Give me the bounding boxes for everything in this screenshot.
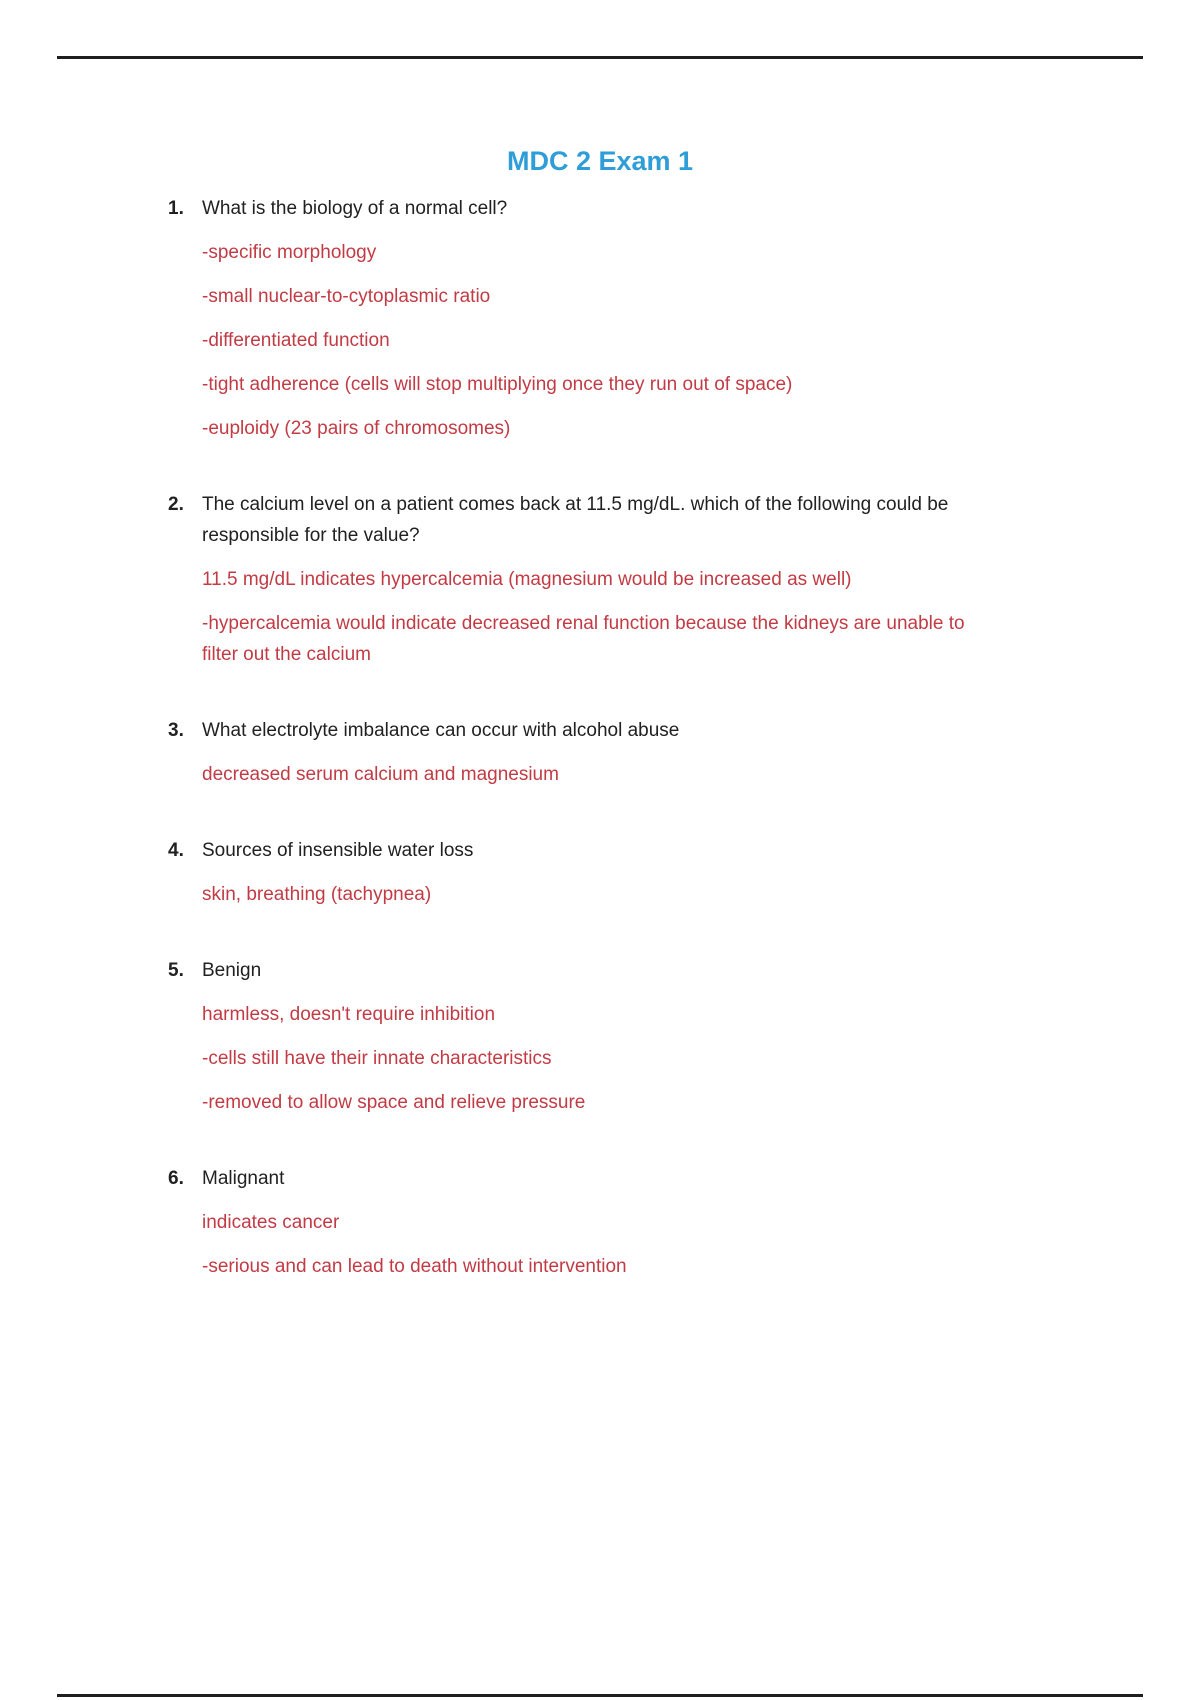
answer-text: -differentiated function bbox=[202, 330, 390, 351]
answer-text: -euploidy (23 pairs of chromosomes) bbox=[202, 418, 511, 439]
question-row bbox=[168, 715, 1143, 746]
question-number: 3. bbox=[168, 720, 184, 741]
answer-text: 11.5 mg/dL indicates hypercalcemia (magnesium would be increased as well) bbox=[202, 569, 852, 590]
question-text: Malignant bbox=[202, 1168, 285, 1189]
answer-text: -hypercalcemia would indicate decreased renal function because the kidneys are unable to filter out the calcium bbox=[202, 613, 965, 665]
answer-text: decreased serum calcium and magnesium bbox=[202, 764, 559, 785]
document-content bbox=[57, 145, 1143, 1327]
page-title: MDC 2 Exam 1 bbox=[506, 146, 694, 176]
question-text: Sources of insensible water loss bbox=[202, 840, 474, 861]
question-text: The calcium level on a patient comes back at 11.5 mg/dL. which of the following could be responsible for the value? bbox=[202, 494, 949, 546]
answer-text: harmless, doesn't require inhibition bbox=[202, 1004, 496, 1025]
question-block bbox=[168, 193, 1143, 444]
question-number: 2. bbox=[168, 494, 184, 515]
question-block bbox=[168, 715, 1143, 790]
question-row bbox=[168, 1163, 1143, 1194]
answer-text: -serious and can lead to death without intervention bbox=[202, 1256, 627, 1277]
question-number: 4. bbox=[168, 840, 184, 861]
question-block bbox=[168, 489, 1143, 670]
question-text: Benign bbox=[202, 960, 262, 981]
bottom-rule bbox=[57, 1694, 1143, 1697]
question-number: 6. bbox=[168, 1168, 184, 1189]
question-block bbox=[168, 955, 1143, 1118]
top-rule bbox=[57, 56, 1143, 59]
question-block bbox=[168, 1163, 1143, 1282]
question-row bbox=[168, 835, 1143, 866]
question-row bbox=[168, 193, 1143, 224]
answer-text: -small nuclear-to-cytoplasmic ratio bbox=[202, 286, 491, 307]
question-number: 5. bbox=[168, 960, 184, 981]
answer-text: skin, breathing (tachypnea) bbox=[202, 884, 432, 905]
question-row bbox=[168, 955, 1143, 986]
question-list bbox=[168, 193, 1143, 1282]
answer-text: -tight adherence (cells will stop multiplying once they run out of space) bbox=[202, 374, 793, 395]
question-number: 1. bbox=[168, 198, 184, 219]
question-row bbox=[168, 489, 1143, 551]
question-block bbox=[168, 835, 1143, 910]
question-text: What is the biology of a normal cell? bbox=[202, 198, 508, 219]
question-text: What electrolyte imbalance can occur with alcohol abuse bbox=[202, 720, 680, 741]
answer-text: indicates cancer bbox=[202, 1212, 340, 1233]
answer-text: -removed to allow space and relieve pressure bbox=[202, 1092, 586, 1113]
answer-text: -specific morphology bbox=[202, 242, 377, 263]
answer-text: -cells still have their innate characteristics bbox=[202, 1048, 552, 1069]
